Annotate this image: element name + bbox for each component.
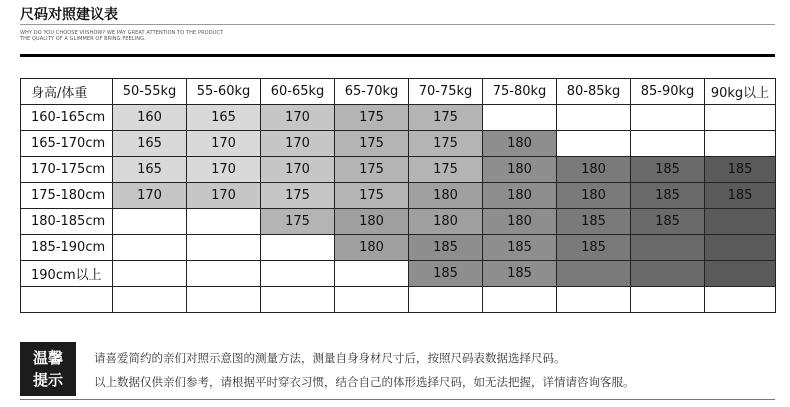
size-cell [261, 287, 335, 313]
size-cell [113, 235, 187, 261]
size-cell [187, 261, 261, 287]
size-cell [187, 235, 261, 261]
size-cell [631, 131, 705, 157]
size-cell: 165 [187, 105, 261, 131]
size-chart-table [20, 78, 776, 313]
size-cell [335, 261, 409, 287]
size-cell: 180 [335, 209, 409, 235]
size-cell [557, 131, 631, 157]
size-cell: 180 [483, 131, 557, 157]
height-header: 160-165cm [21, 105, 113, 131]
title-divider [20, 24, 775, 25]
size-cell: 180 [557, 183, 631, 209]
size-cell: 185 [631, 183, 705, 209]
subtitle [20, 30, 223, 42]
size-cell: 185 [631, 209, 705, 235]
size-cell: 170 [113, 183, 187, 209]
size-cell: 175 [409, 131, 483, 157]
size-cell [113, 209, 187, 235]
size-cell: 185 [705, 157, 776, 183]
size-cell [113, 287, 187, 313]
tip-line-1: 请喜爱简约的亲们对照示意图的测量方法，测量自身身材尺寸后，按照尺码表数据选择尺码。 [94, 351, 566, 365]
page-title: 尺码对照建议表 [20, 7, 118, 23]
size-cell: 165 [113, 157, 187, 183]
table-row [21, 209, 776, 235]
size-cell [631, 261, 705, 287]
size-cell [113, 261, 187, 287]
weight-header: 90kg以上 [705, 79, 776, 105]
height-header: 165-170cm [21, 131, 113, 157]
table-row [21, 287, 776, 313]
size-cell: 185 [705, 183, 776, 209]
size-cell: 185 [557, 235, 631, 261]
size-cell: 160 [113, 105, 187, 131]
tips-label-line-1: 温馨 [32, 349, 63, 367]
subtitle-line-1: WHY DO YOU CHOOSE VIISHOW? WE PAY GREAT ATTENTION TO THE PRODUCT [20, 30, 224, 36]
size-cell: 170 [187, 131, 261, 157]
size-cell: 175 [335, 183, 409, 209]
size-cell: 170 [187, 183, 261, 209]
size-cell: 165 [113, 131, 187, 157]
weight-header: 50-55kg [113, 79, 187, 105]
bottom-divider [20, 399, 775, 400]
weight-header: 85-90kg [631, 79, 705, 105]
size-cell [409, 287, 483, 313]
size-cell: 185 [483, 261, 557, 287]
size-cell [187, 287, 261, 313]
size-cell [631, 287, 705, 313]
size-cell [557, 105, 631, 131]
size-cell [261, 261, 335, 287]
corner-header: 身高/体重 [21, 79, 113, 105]
size-cell [631, 235, 705, 261]
size-cell: 175 [261, 209, 335, 235]
height-header [21, 287, 113, 313]
height-header: 180-185cm [21, 209, 113, 235]
weight-header: 55-60kg [187, 79, 261, 105]
table-row [21, 235, 776, 261]
size-cell: 180 [557, 157, 631, 183]
height-header: 170-175cm [21, 157, 113, 183]
size-cell: 175 [261, 183, 335, 209]
tip-line-2: 以上数据仅供亲们参考，请根据平时穿衣习惯，结合自己的体形选择尺码，如无法把握，详情请咨询客服。 [94, 375, 635, 389]
table-row [21, 131, 776, 157]
height-header: 175-180cm [21, 183, 113, 209]
size-cell [187, 209, 261, 235]
weight-header: 75-80kg [483, 79, 557, 105]
size-cell: 180 [335, 235, 409, 261]
size-cell: 180 [409, 209, 483, 235]
table-row [21, 157, 776, 183]
size-cell [261, 235, 335, 261]
size-cell [705, 261, 776, 287]
size-cell: 185 [483, 235, 557, 261]
size-cell [705, 235, 776, 261]
size-cell [335, 287, 409, 313]
weight-header: 65-70kg [335, 79, 409, 105]
size-cell [705, 131, 776, 157]
size-cell: 185 [557, 209, 631, 235]
tips-label [20, 342, 76, 396]
size-cell: 175 [335, 131, 409, 157]
size-cell [705, 209, 776, 235]
size-cell [631, 105, 705, 131]
size-cell [483, 105, 557, 131]
weight-header: 80-85kg [557, 79, 631, 105]
table-row [21, 261, 776, 287]
size-cell: 175 [409, 157, 483, 183]
weight-header: 60-65kg [261, 79, 335, 105]
size-cell: 180 [483, 209, 557, 235]
size-cell: 175 [335, 157, 409, 183]
table-row [21, 183, 776, 209]
header-row [21, 79, 776, 105]
table-row [21, 105, 776, 131]
height-header: 190cm以上 [21, 261, 113, 287]
size-cell [557, 287, 631, 313]
size-cell: 185 [409, 235, 483, 261]
size-cell [705, 105, 776, 131]
weight-header: 70-75kg [409, 79, 483, 105]
size-cell: 185 [631, 157, 705, 183]
size-cell: 185 [409, 261, 483, 287]
size-cell: 170 [261, 105, 335, 131]
size-cell [557, 261, 631, 287]
height-header: 185-190cm [21, 235, 113, 261]
size-cell: 175 [409, 105, 483, 131]
size-cell: 170 [261, 131, 335, 157]
size-cell [705, 287, 776, 313]
size-cell: 180 [483, 157, 557, 183]
size-cell: 175 [335, 105, 409, 131]
tips-label-line-2: 提示 [32, 371, 63, 389]
subtitle-line-2: THE QUALITY OF A GLIMMER OF BRING FEELING. [20, 36, 146, 42]
size-cell: 180 [409, 183, 483, 209]
thick-divider [20, 54, 775, 57]
size-cell: 170 [261, 157, 335, 183]
size-cell: 170 [187, 157, 261, 183]
size-cell: 180 [483, 183, 557, 209]
size-cell [483, 287, 557, 313]
